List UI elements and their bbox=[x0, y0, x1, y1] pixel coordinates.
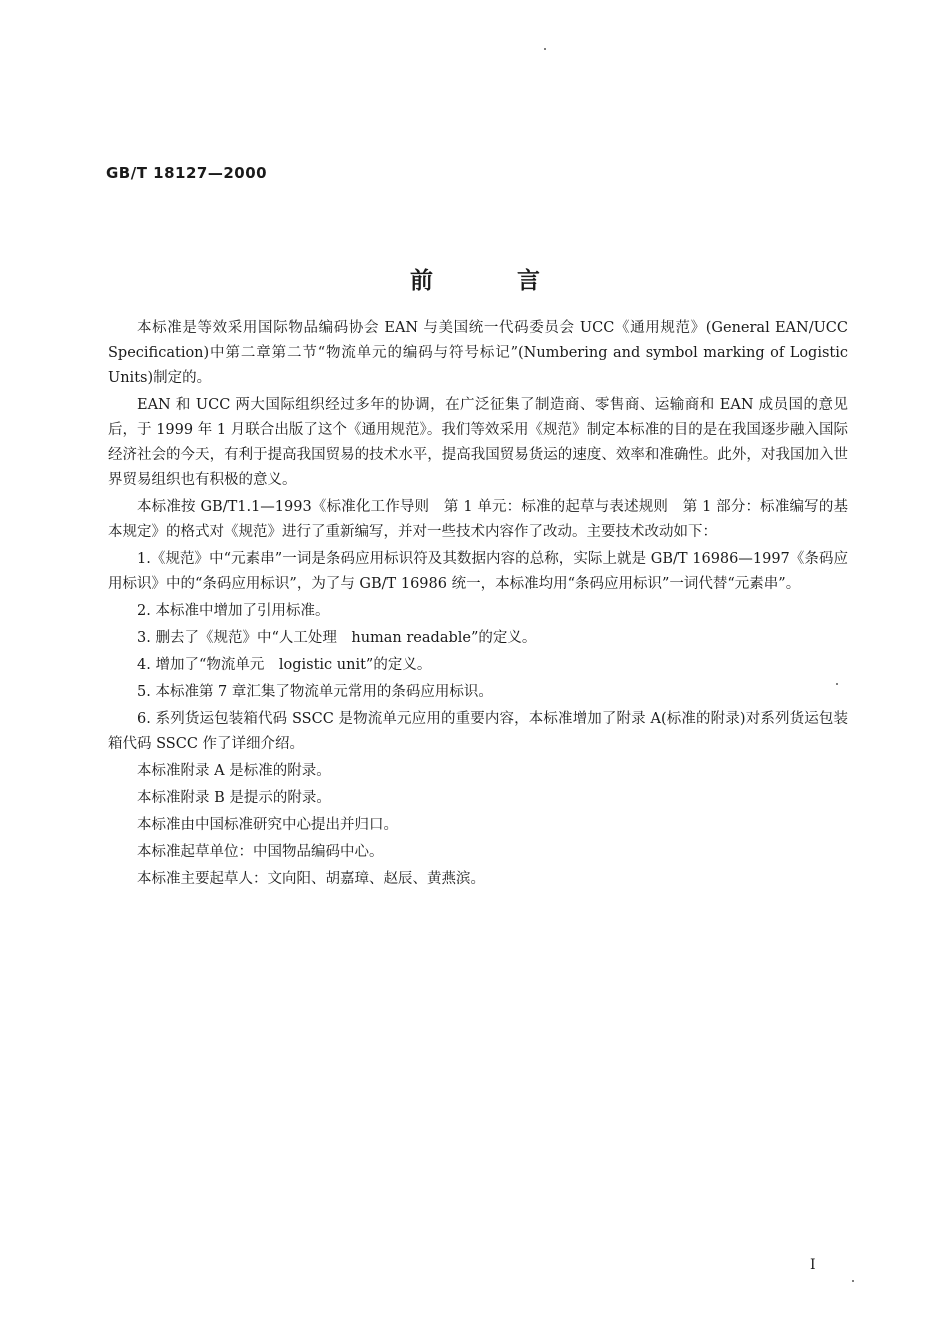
paragraph-drafters: 本标准主要起草人：文向阳、胡嘉璋、赵辰、黄燕滨。 bbox=[137, 871, 485, 887]
scan-speck bbox=[836, 683, 838, 685]
list-item-change-2: 2. 本标准中增加了引用标准。 bbox=[137, 603, 330, 619]
paragraph-proposer: 本标准由中国标准研究中心提出并归口。 bbox=[137, 817, 398, 833]
list-item-change-5: 5. 本标准第 7 章汇集了物流单元常用的条码应用标识。 bbox=[137, 684, 493, 700]
list-item-change-6: 6. 系列货运包装箱代码 SSCC 是物流单元应用的重要内容，本标准增加了附录 A(标准的附录)对系列货运包装箱代码 SSCC 作了详细介绍。 bbox=[108, 711, 848, 752]
paragraph-format: 本标准按 GB/T1.1—1993《标准化工作导则 第 1 单元：标准的起草与表述规则 第 1 部分：标准编写的基本规定》的格式对《规范》进行了重新编写，并对一些技术内容作了改动。主要技术改动如下： bbox=[108, 499, 848, 540]
standard-code: GB/T 18127—2000 bbox=[106, 164, 268, 182]
paragraph-annex-b: 本标准附录 B 是提示的附录。 bbox=[137, 790, 331, 806]
list-item-change-3: 3. 删去了《规范》中“人工处理 human readable”的定义。 bbox=[137, 630, 537, 646]
scan-speck bbox=[852, 1280, 854, 1282]
paragraph-intro: 本标准是等效采用国际物品编码协会 EAN 与美国统一代码委员会 UCC《通用规范》(General EAN/UCC Specification)中第二章第二节“物流单元的编码与符号标记”(Numbering and symbol marking of Logistic Units)制定的。 bbox=[108, 320, 848, 386]
scan-speck bbox=[544, 48, 546, 50]
paragraph-drafting-unit: 本标准起草单位：中国物品编码中心。 bbox=[137, 844, 384, 860]
list-item-change-1: 1.《规范》中“元素串”一词是条码应用标识符及其数据内容的总称，实际上就是 GB/T 16986—1997《条码应用标识》中的“条码应用标识”，为了与 GB/T 16986 统一，本标准均用“条码应用标识”一词代替“元素串”。 bbox=[108, 551, 848, 592]
page-number: I bbox=[810, 1257, 816, 1273]
document-body bbox=[108, 316, 848, 892]
paragraph-annex-a: 本标准附录 A 是标准的附录。 bbox=[137, 763, 331, 779]
page-title: 前言 bbox=[410, 268, 624, 294]
paragraph-background: EAN 和 UCC 两大国际组织经过多年的协调，在广泛征集了制造商、零售商、运输商和 EAN 成员国的意见后，于 1999 年 1 月联合出版了这个《通用规范》。我们等效采用《规范》制定本标准的目的是在我国逐步融入国际经济社会的今天，有利于提高我国贸易的技术水平，提高我国贸易货运的速度、效率和准确性。此外，对我国加入世界贸易组织也有积极的意义。 bbox=[108, 397, 848, 488]
list-item-change-4: 4. 增加了“物流单元 logistic unit”的定义。 bbox=[137, 657, 432, 673]
